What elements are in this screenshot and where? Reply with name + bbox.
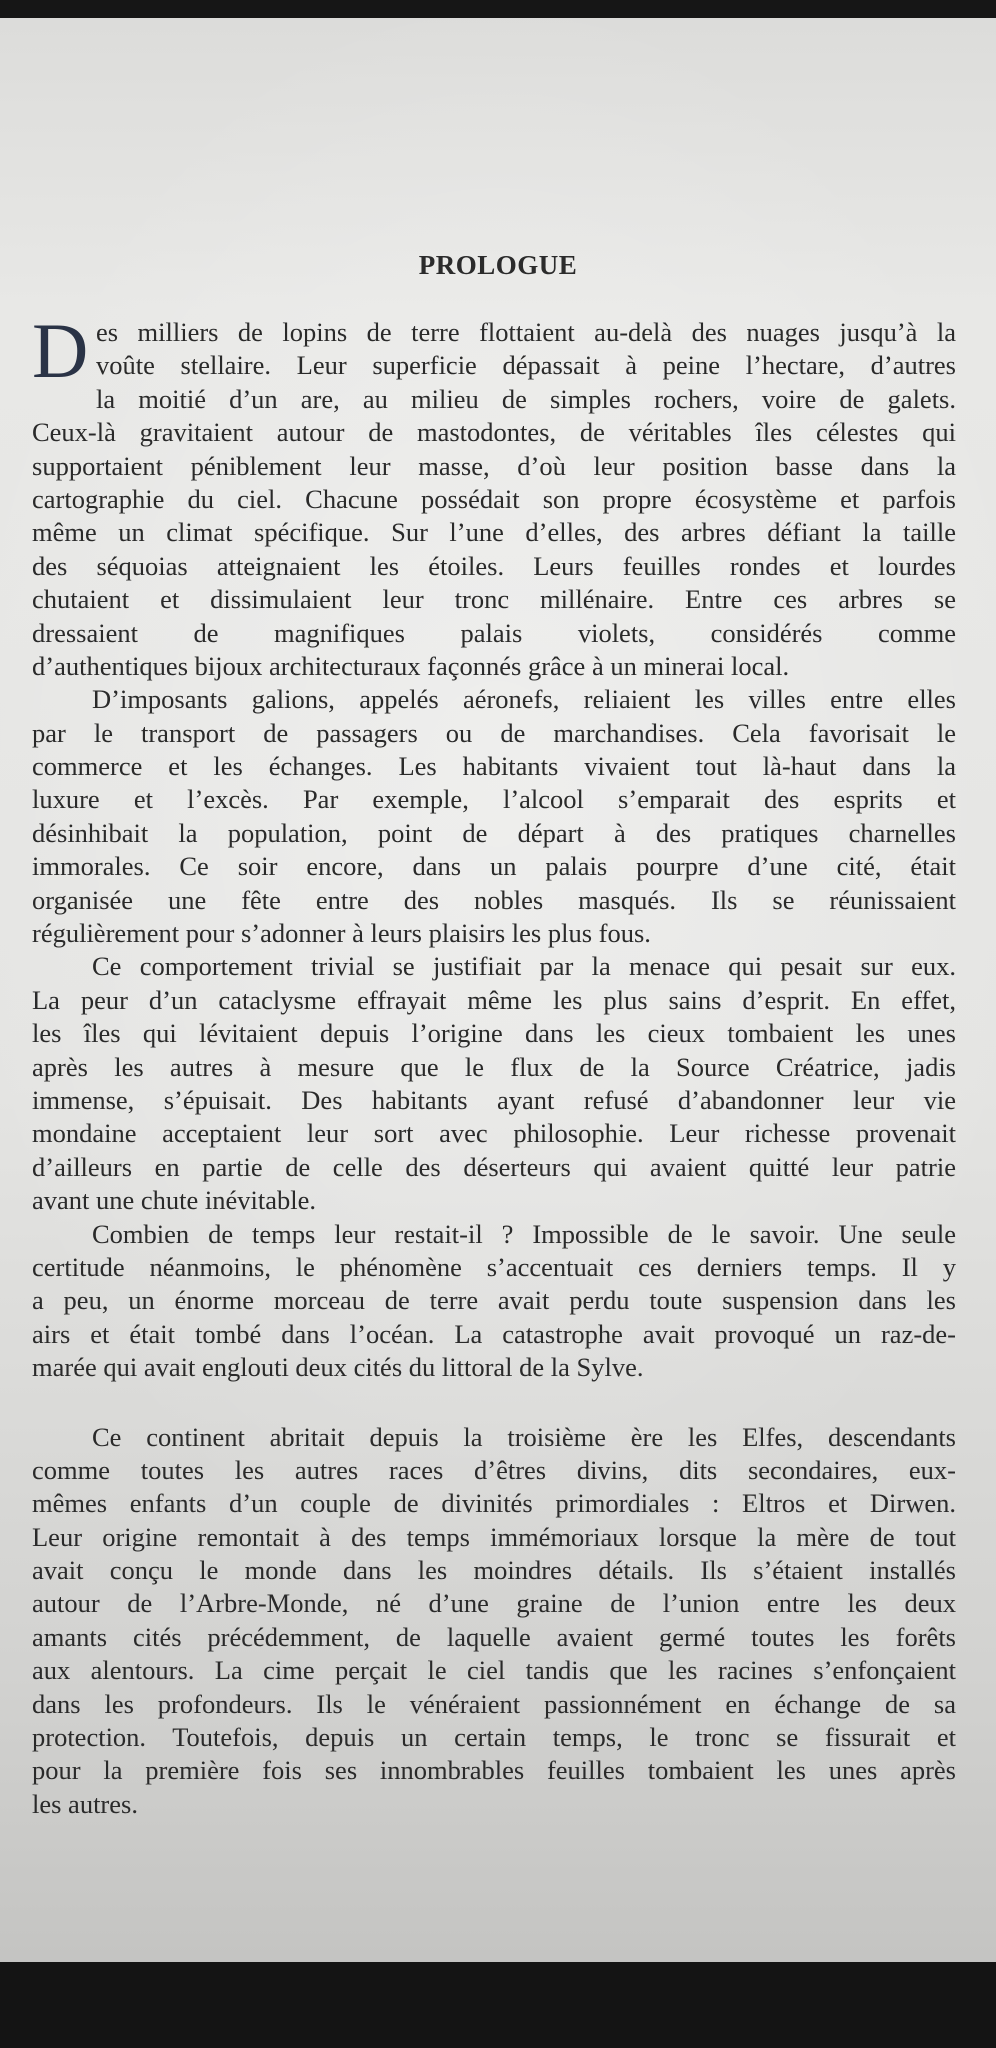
text-line: commerce et les échanges. Les habitants vivaient tout là-haut dans la [32, 751, 956, 782]
paragraph [32, 307, 956, 683]
text-line: après les autres à mesure que le flux de la Source Créatrice, jadis [32, 1051, 956, 1082]
text-line: avant une chute inévitable. [32, 1185, 317, 1216]
text-line: amants cités précédemment, de laquelle avaient germé toutes les forêts [32, 1621, 956, 1652]
text-line: luxure et l’excès. Par exemple, l’alcool s’emparait des esprits et [32, 784, 956, 815]
text-line: d’ailleurs en partie de celle des déserteurs qui avaient quitté leur patrie [32, 1151, 956, 1182]
text-line: comme toutes les autres races d’êtres divins, dits secondaires, eux- [32, 1454, 956, 1485]
text-line: immense, s’épuisait. Des habitants ayant refusé d’abandonner leur vie [32, 1084, 956, 1115]
text-line: la moitié d’un are, au milieu de simples rochers, voire de galets. [96, 383, 956, 414]
text-line: organisée une fête entre des nobles masqués. Ils se réunissaient [32, 884, 956, 915]
text-line: aux alentours. La cime perçait le ciel tandis que les racines s’enfonçaient [32, 1655, 956, 1686]
text-line: d’authentiques bijoux architecturaux façonnés grâce à un minerai local. [32, 650, 790, 681]
paragraph [32, 683, 956, 950]
text-line: Leur origine remontait à des temps immémoriaux lorsque la mère de tout [32, 1521, 956, 1552]
text-line: les autres. [32, 1788, 138, 1819]
text-line: avait conçu le monde dans les moindres détails. Ils s’étaient installés [32, 1555, 956, 1586]
text-line: dans les profondeurs. Ils le vénéraient passionnément en échange de sa [32, 1688, 956, 1719]
text-line: dressaient de magnifiques palais violets, considérés comme [32, 617, 956, 648]
text-line: désinhibait la population, point de départ à des pratiques charnelles [32, 817, 956, 848]
text-line: La peur d’un cataclysme effrayait même les plus sains d’esprit. En effet, [32, 984, 956, 1015]
book-page [0, 18, 996, 1962]
text-line: mêmes enfants d’un couple de divinités primordiales : Eltros et Dirwen. [32, 1488, 956, 1519]
text-line: chutaient et dissimulaient leur tronc millénaire. Entre ces arbres se [32, 584, 956, 615]
text-line: es milliers de lopins de terre flottaient au-delà des nuages jusqu’à la [96, 317, 956, 347]
text-line: marée qui avait englouti deux cités du littoral de la Sylve. [32, 1352, 644, 1383]
text-line: Ceux-là gravitaient autour de mastodontes, de véritables îles célestes qui [32, 417, 956, 448]
text-line: autour de l’Arbre-Monde, né d’une graine de l’union entre les deux [32, 1588, 956, 1619]
text-line: certitude néanmoins, le phénomène s’accentuait ces derniers temps. Il y [32, 1251, 956, 1282]
text-line: a peu, un énorme morceau de terre avait perdu toute suspension dans les [32, 1285, 956, 1316]
paragraph-gap [32, 1385, 956, 1421]
text-line: pour la première fois ses innombrables feuilles tombaient les unes après [32, 1755, 956, 1786]
text-line: des séquoias atteignaient les étoiles. Leurs feuilles rondes et lourdes [32, 550, 956, 581]
text-line: supportaient péniblement leur masse, d’où leur position basse dans la [32, 450, 956, 481]
text-line: cartographie du ciel. Chacune possédait son propre écosystème et parfois [32, 483, 956, 514]
text-line: protection. Toutefois, depuis un certain temps, le tronc se fissurait et [32, 1722, 956, 1753]
paragraph [32, 1218, 956, 1385]
text-line: par le transport de passagers ou de marchandises. Cela favorisait le [32, 717, 956, 748]
text-line: mondaine acceptaient leur sort avec philosophie. Leur richesse provenait [32, 1118, 956, 1149]
top-bezel [0, 0, 996, 18]
text-line: voûte stellaire. Leur superficie dépassait à peine l’hectare, d’autres [96, 350, 956, 381]
text-line: même un climat spécifique. Sur l’une d’elles, des arbres défiant la taille [32, 517, 956, 548]
text-line: Ce continent abritait depuis la troisième ère les Elfes, descendants [92, 1421, 956, 1452]
text-line: immorales. Ce soir encore, dans un palais pourpre d’une cité, était [32, 851, 956, 882]
bottom-bezel [0, 1962, 996, 2048]
chapter-title: PROLOGUE [418, 250, 578, 280]
text-line: airs et était tombé dans l’océan. La catastrophe avait provoqué un raz-de- [32, 1318, 956, 1349]
paragraph [32, 950, 956, 1217]
text-line: les îles qui lévitaient depuis l’origine dans les cieux tombaient les unes [32, 1018, 956, 1049]
text-line: D’imposants galions, appelés aéronefs, reliaient les villes entre elles [92, 684, 956, 715]
text-line: Ce comportement trivial se justifiait par la menace qui pesait sur eux. [92, 951, 956, 982]
text-line: Combien de temps leur restait-il ? Impossible de le savoir. Une seule [92, 1218, 956, 1249]
chapter-body [32, 307, 956, 1821]
drop-cap: D [32, 307, 89, 394]
paragraph [32, 1421, 956, 1822]
text-line: régulièrement pour s’adonner à leurs plaisirs les plus fous. [32, 918, 651, 949]
